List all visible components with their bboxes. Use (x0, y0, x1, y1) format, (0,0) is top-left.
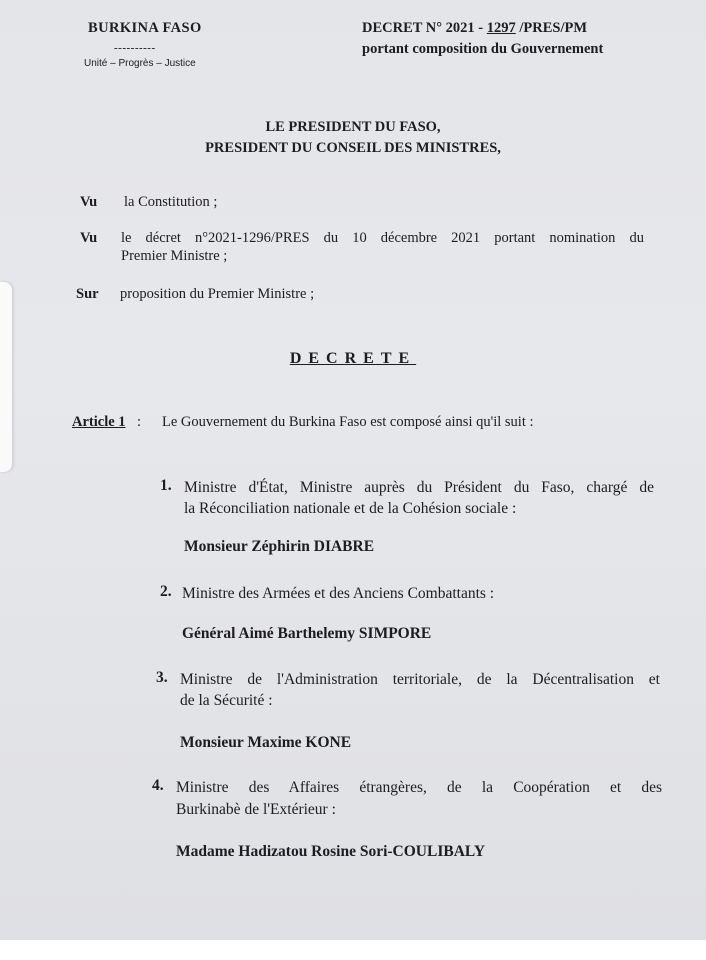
bottom-band (0, 940, 706, 960)
header-separator: ---------- (114, 42, 156, 54)
minister-name: Général Aimé Barthelemy SIMPORE (182, 625, 432, 642)
article-text: Le Gouvernement du Burkina Faso est composé ainsi qu'il suit : (162, 414, 534, 430)
visa-text: la Constitution ; (124, 194, 218, 210)
country-name: BURKINA FASO (88, 20, 202, 36)
visa-keyword: Vu (80, 230, 98, 246)
minister-name: Monsieur Maxime KONE (180, 734, 352, 751)
decree-number: 1297 (486, 20, 516, 36)
visa-text: proposition du Premier Ministre ; (120, 286, 315, 302)
visa-text-continued: Premier Ministre ; (121, 248, 228, 264)
minister-title: Ministre des Armées et des Anciens Combattants : (182, 585, 495, 602)
decrete-heading: DECRETE (289, 350, 417, 367)
decree-prefix: DECRET N° 2021 - (362, 20, 487, 36)
visa-text: le décret n°2021-1296/PRES du 10 décembre 2021 portant nomination du (121, 230, 644, 246)
authority-line-1: LE PRESIDENT DU FASO, (265, 119, 441, 135)
minister-name: Madame Hadizatou Rosine Sori-COULIBALY (176, 843, 486, 860)
minister-title-continued: de la Sécurité : (180, 692, 273, 709)
minister-title: Ministre d'État, Ministre auprès du Président du Faso, chargé de (184, 479, 654, 496)
article-colon: : (137, 414, 142, 430)
minister-number: 2. (160, 583, 172, 600)
side-edge-tab (0, 282, 12, 472)
national-motto: Unité – Progrès – Justice (84, 58, 196, 69)
visa-keyword: Sur (76, 286, 99, 302)
minister-name: Monsieur Zéphirin DIABRE (184, 538, 375, 555)
authority-line-2: PRESIDENT DU CONSEIL DES MINISTRES, (205, 140, 501, 156)
minister-title: Ministre des Affaires étrangères, de la Coopération et des (176, 779, 662, 796)
minister-title-continued: la Réconciliation nationale et de la Cohésion sociale : (184, 500, 517, 517)
decree-suffix: /PRES/PM (515, 20, 588, 36)
visa-keyword: Vu (80, 194, 98, 210)
minister-number: 4. (152, 777, 164, 794)
minister-number: 3. (156, 669, 168, 686)
decree-subject: portant composition du Gouvernement (362, 41, 604, 57)
minister-title: Ministre de l'Administration territoriale, de la Décentralisation et (180, 671, 660, 688)
decree-title (362, 20, 587, 37)
minister-number: 1. (160, 477, 172, 494)
minister-title-continued: Burkinabè de l'Extérieur : (176, 801, 336, 818)
article-label: Article 1 (72, 414, 126, 430)
